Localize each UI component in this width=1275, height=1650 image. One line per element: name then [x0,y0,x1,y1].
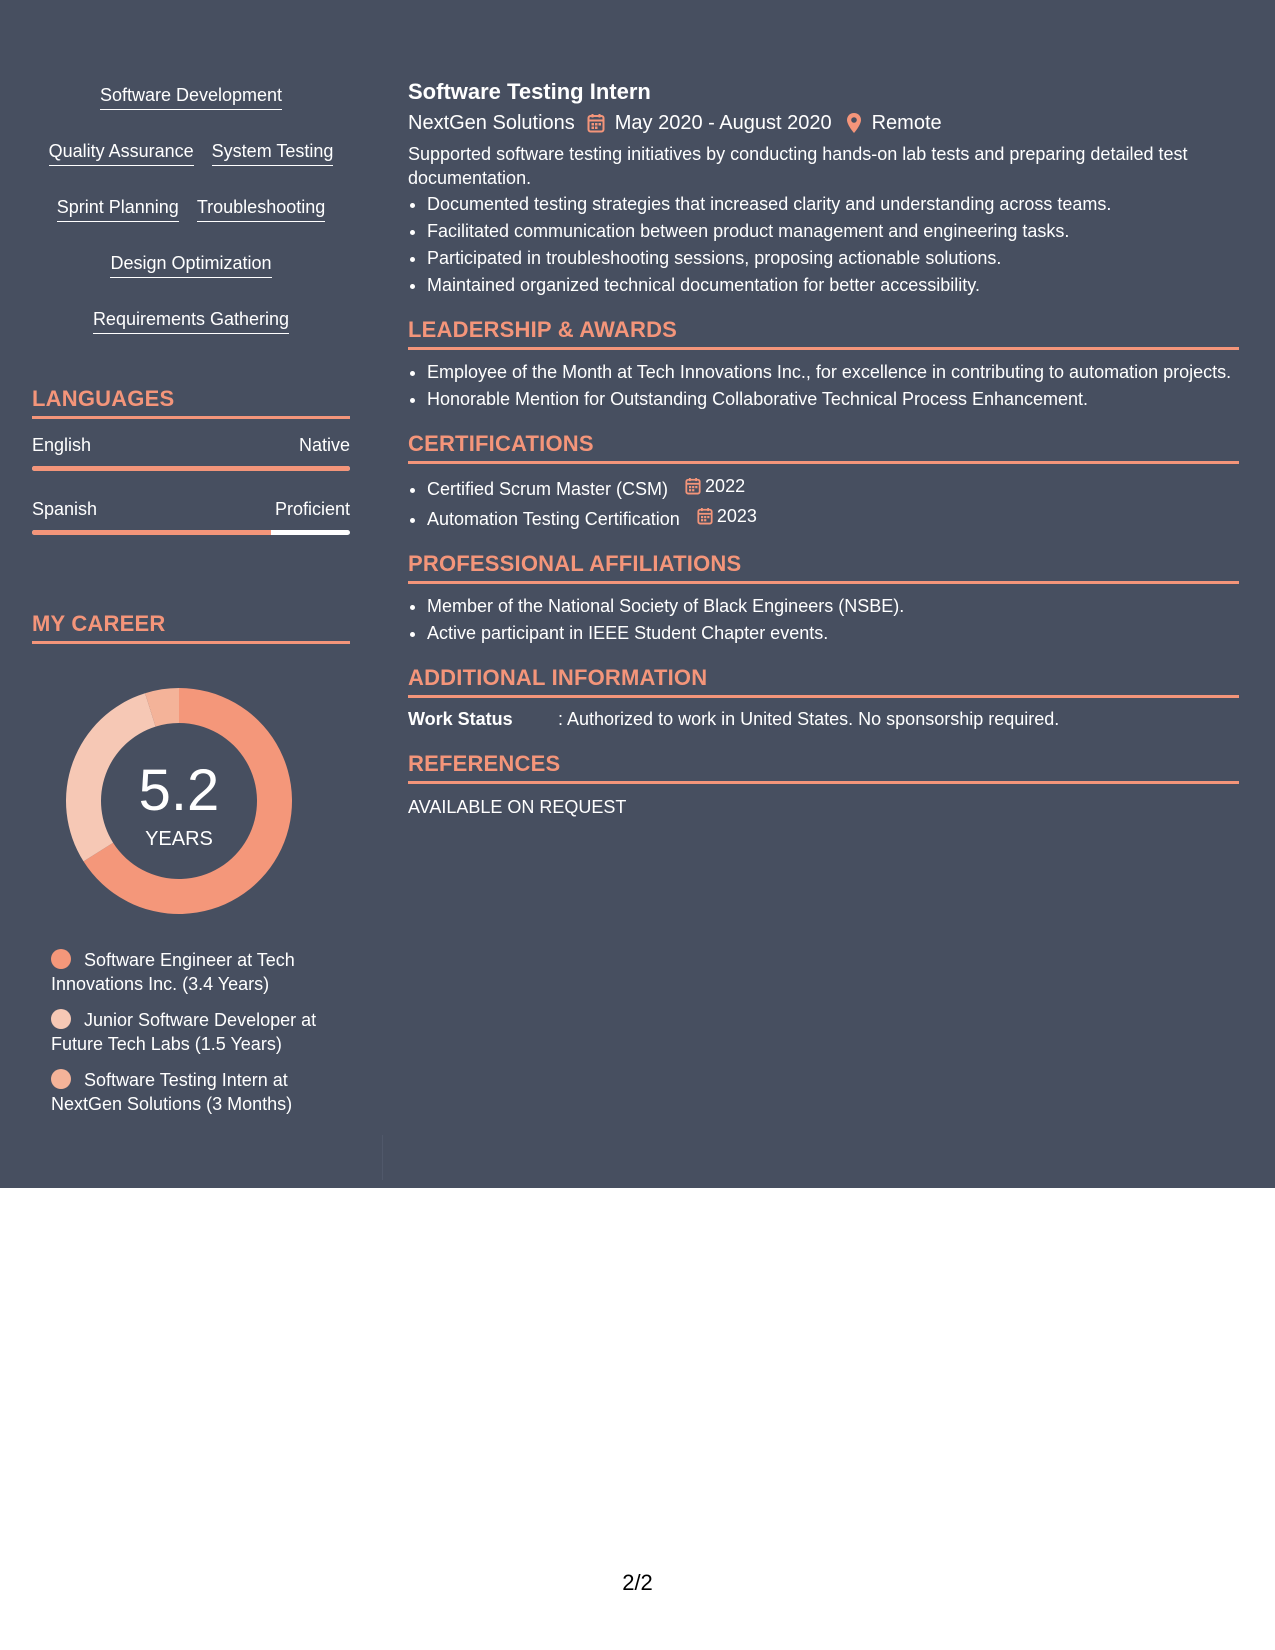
language-proficiency-fill [32,466,350,471]
job-title: Software Testing Intern [408,79,651,104]
job-meta [408,110,1239,136]
job-description: Supported software testing initiatives by conducting hands-on lab tests and preparing detailed test documentation. [408,144,1188,188]
career-section [32,611,350,1116]
experience-entry [408,78,1239,297]
info-value: : Authorized to work in United States. No sponsorship required. [558,709,1060,729]
language-name: Spanish [32,499,98,519]
calendar-icon [697,507,713,525]
list-item: • Maintained organized technical documentation for better accessibility. [427,273,1239,297]
language-row [32,499,350,520]
skills-list [32,84,350,334]
column-divider [382,1135,383,1180]
legend-label: Junior Software Developer at Future Tech Labs (1.5 Years) [51,1010,317,1054]
skill-tag: Requirements Gathering [93,308,289,334]
skill-tag: Troubleshooting [197,196,325,222]
references-text: AVAILABLE ON REQUEST [408,797,627,817]
skill-tag: Design Optimization [110,252,271,278]
language-proficiency-bar [32,466,350,471]
language-row [32,435,350,456]
skill-tag: System Testing [212,140,334,166]
certification-year: 2023 [716,506,757,526]
section-heading: ADDITIONAL INFORMATION [408,665,1239,698]
legend-item [51,1068,341,1116]
left-column [32,84,350,1128]
leadership-section [408,317,1239,411]
legend-label: Software Testing Intern at NextGen Solutions (3 Months) [51,1070,293,1114]
list-item: • Facilitated communication between product management and engineering tasks. [427,219,1239,243]
skill-tag: Software Development [100,84,282,110]
legend-item [51,948,341,996]
legend-dot [51,1009,71,1029]
certifications-list [408,474,1239,531]
legend-item [51,1008,341,1056]
leadership-list [408,360,1239,411]
skill-tag: Sprint Planning [57,196,179,222]
section-heading: LEADERSHIP & AWARDS [408,317,1239,350]
affiliations-section [408,551,1239,645]
list-item: • Participated in troubleshooting sessions, proposing actionable solutions. [427,246,1239,270]
list-item: • Active participant in IEEE Student Chapter events. [427,621,1239,645]
career-total-unit: YEARS [145,828,213,850]
legend-label: Software Engineer at Tech Innovations Inc. (3.4 Years) [51,950,295,994]
career-legend [51,948,341,1116]
right-column [408,78,1239,819]
language-proficiency-bar [32,530,350,535]
calendar-icon [685,477,701,495]
company-name: NextGen Solutions [408,112,575,134]
list-item: • Employee of the Month at Tech Innovations Inc., for excellence in contributing to automation projects. [427,360,1239,384]
job-dates: May 2020 - August 2020 [614,112,832,134]
calendar-icon [587,113,605,133]
language-proficiency-fill [32,530,271,535]
map-pin-icon [846,112,862,134]
list-item [427,504,1239,531]
references-section [408,751,1239,819]
section-heading: PROFESSIONAL AFFILIATIONS [408,551,1239,584]
languages-section [32,386,350,535]
list-item: • Honorable Mention for Outstanding Collaborative Technical Process Enhancement. [427,387,1239,411]
certification-date [697,504,757,528]
job-location: Remote [871,112,942,134]
language-level: Native [298,435,350,455]
skill-tag: Quality Assurance [49,140,194,166]
affiliations-list [408,594,1239,645]
legend-dot [51,1069,71,1089]
certification-year: 2022 [705,476,746,496]
info-label: Work Status [408,709,513,729]
additional-info-section [408,665,1239,731]
section-heading: CERTIFICATIONS [408,431,1239,464]
section-heading: REFERENCES [408,751,1239,784]
career-total-value: 5.2 [138,758,220,823]
job-bullets [408,192,1239,297]
certification-date [685,474,745,498]
certifications-section [408,431,1239,531]
list-item: • Member of the National Society of Black Engineers (NSBE). [427,594,1239,618]
language-name: English [32,435,92,455]
certification-name: Automation Testing Certification [427,509,680,529]
list-item: • Documented testing strategies that increased clarity and understanding across teams. [427,192,1239,216]
info-row [408,707,1239,731]
certification-name: Certified Scrum Master (CSM) [427,479,669,499]
page-number: 2/2 [622,1570,653,1595]
career-donut-chart [66,688,292,914]
legend-dot [51,949,71,969]
list-item [427,474,1239,501]
section-heading: MY CAREER [32,611,350,644]
section-heading: LANGUAGES [32,386,350,419]
language-level: Proficient [274,499,350,519]
